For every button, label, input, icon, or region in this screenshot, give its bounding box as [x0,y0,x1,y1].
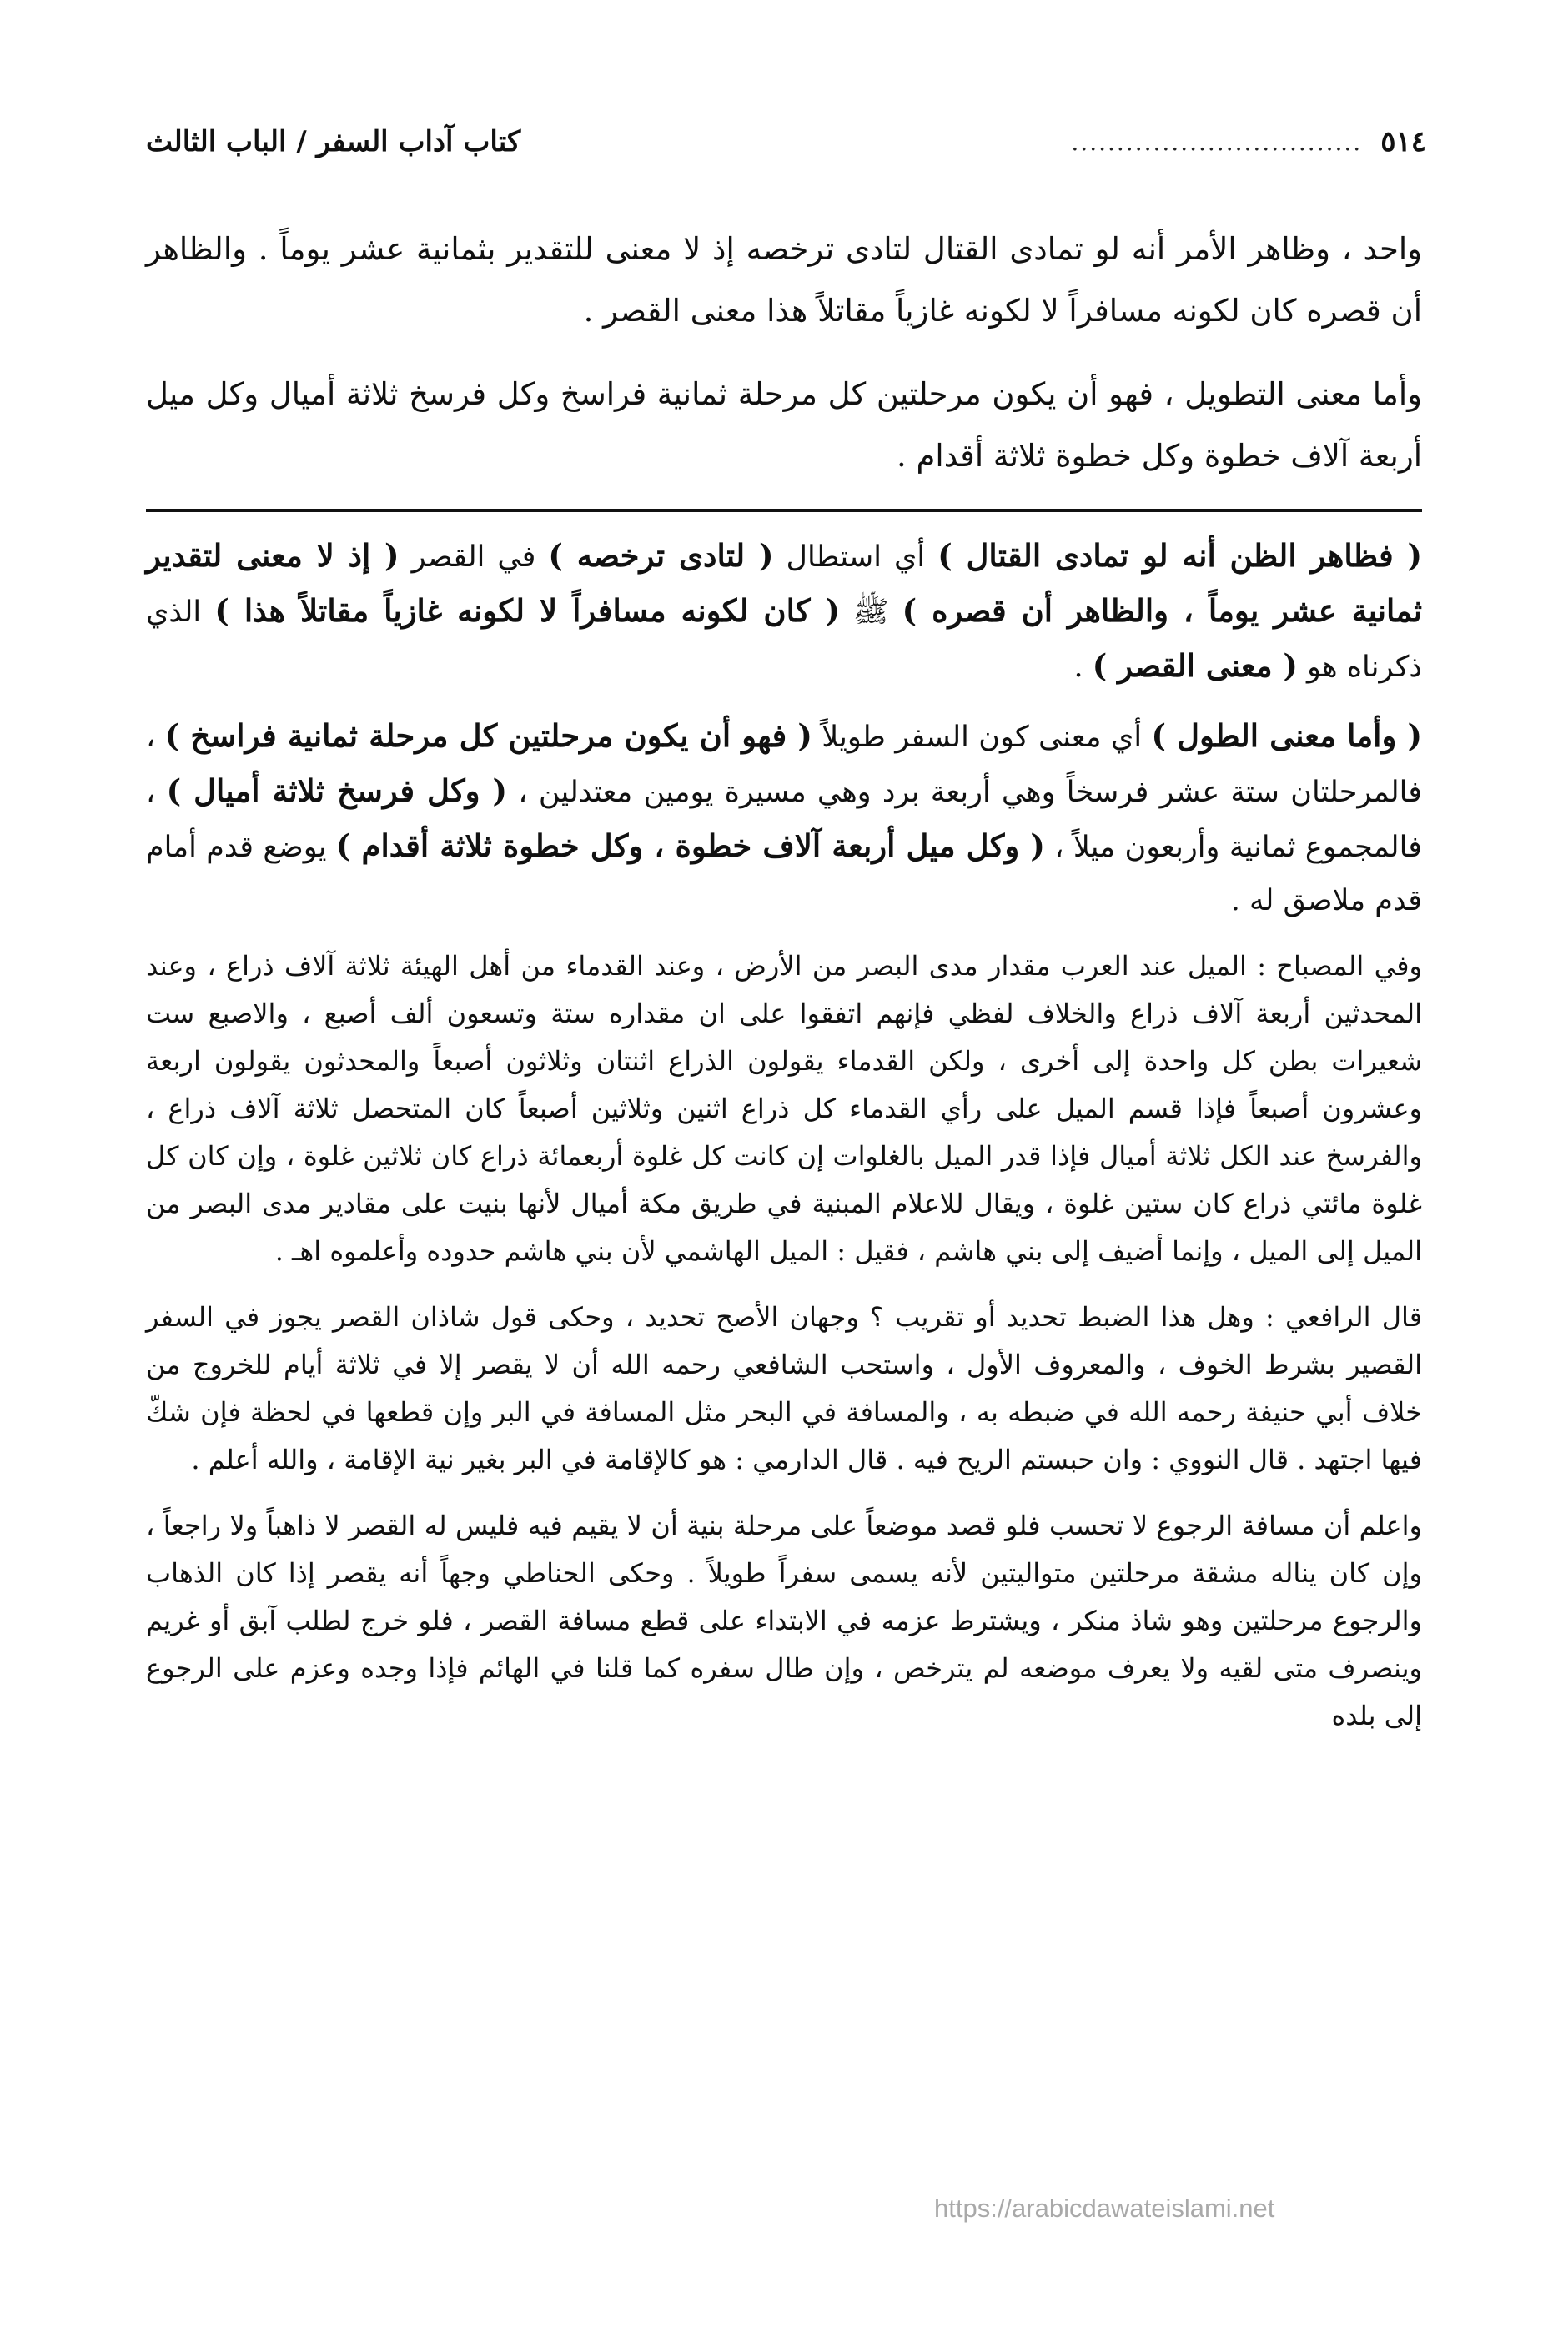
commentary-paragraph-1 [146,529,1422,694]
quoted-matn: ( وكل فرسخ ثلاثة أميال ) [166,772,508,809]
quoted-matn: ( وكل ميل أربعة آلاف خطوة ، وكل خطوة ثلاثة أقدام ) [335,827,1045,864]
notes-block [146,942,1422,1740]
source-watermark: https://arabicdawateislami.net [934,2194,1275,2223]
commentary-block [146,529,1422,927]
quoted-matn: ( إذ لا معنى لتقدير ثمانية عشر يوماً ، والظاهر أن قصره ) [146,537,1422,629]
quoted-matn: ( فهو أن يكون مرحلتين كل مرحلة ثمانية فراسخ ) [164,717,812,754]
commentary-text: أي استطال [773,540,938,574]
section-divider [146,509,1422,512]
note-paragraph-return-distance: واعلم أن مسافة الرجوع لا تحسب فلو قصد موضعاً على مرحلة بنية أن لا يقيم فيه فليس له القصر لا ذاهباً ولا راجعاً ، وإن كان يناله مشقة مرحلتين متواليتين لأنه يسمى سفراً طويلاً . وحكى الحناطي وجهاً أنه يقصر إذا كان الذهاب والرجوع مرحلتين وهو شاذ منكر ، ويشترط عزمه في الابتداء على قطع مسافة القصر ، فلو خرج لطلب آبق أو غريم وينصرف متى لقيه ولا يعرف موضعه لم يترخص ، وإن طال سفره كما قلنا في الهائم فإذا وجده وعزم على الرجوع إلى بلده [146,1510,1423,1731]
quoted-matn: ( فظاهر الظن أنه لو تمادى القتال ) [937,537,1422,574]
salawat-symbol: ﷺ [839,596,902,629]
commentary-text: الذي ذكرناه هو [146,596,1422,684]
commentary-text: . [1073,651,1093,684]
commentary-text: ، فالمرحلتان ستة عشر فرسخاً وهي أربعة برد وهي مسيرة يومين معتدلين ، [146,721,1422,809]
commentary-text: أي معنى كون السفر طويلاً [812,721,1152,754]
chapter-title: كتاب آداب السفر / الباب الثالث [146,125,521,158]
commentary-text: في القصر [399,540,549,574]
quoted-matn: ( كان لكونه مسافراً لا لكونه غازياً مقاتلاً هذا ) [214,592,840,629]
note-paragraph-rafii: قال الرافعي : وهل هذا الضبط تحديد أو تقريب ؟ وجهان الأصح تحديد ، وحكى قول شاذان القصر يجوز في السفر القصير بشرط الخوف ، والمعروف الأول ، واستحب الشافعي رحمه الله أن لا يقصر إلا في ثلاثة أيام للخروج من خلاف أبي حنيفة رحمه الله في ضبطه به ، والمسافة في البحر مثل المسافة في البر وإن قطعها في لحظة فإن شكّ فيها اجتهد . قال النووي : وان حبستم الريح فيه . قال الدارمي : هو كالإقامة في البر بغير نية الإقامة ، والله أعلم . [146,1301,1423,1475]
quoted-matn: ( لتادى ترخصه ) [548,537,774,574]
running-header [146,117,1426,167]
header-leader-dots: ................................ [1071,128,1363,156]
commentary-paragraph-2 [146,709,1422,927]
commentary-text: يوضع قدم أمام قدم ملاصق له . [146,831,1422,917]
quoted-matn: ( معنى القصر ) [1092,647,1298,684]
quoted-matn: ( وأما معنى الطول ) [1151,717,1422,754]
main-paragraph-1: واحد ، وظاهر الأمر أنه لو تمادى القتال لتادى ترخصه إذ لا معنى للتقدير بثمانية عشر يوماً . والظاهر أن قصره كان لكونه مسافراً لا لكونه غازياً مقاتلاً هذا معنى القصر . [146,231,1422,329]
page-number: ٥١٤ [1380,125,1426,158]
page-content [146,219,1422,1758]
main-paragraph-2: وأما معنى التطويل ، فهو أن يكون مرحلتين كل مرحلة ثمانية فراسخ وكل فرسخ ثلاثة أميال وكل ميل أربعة آلاف خطوة وكل خطوة ثلاثة أقدام . [146,376,1422,474]
main-text-block [146,219,1422,487]
commentary-text: ، فالمجموع ثمانية وأربعون ميلاً ، [146,776,1422,864]
note-paragraph-misbah: وفي المصباح : الميل عند العرب مقدار مدى البصر من الأرض ، وعند القدماء من أهل الهيئة ثلاثة آلاف ذراع ، وعند المحدثين أربعة آلاف ذراع والخلاف لفظي فإنهم اتفقوا على ان مقداره ستة وتسعون ألف أصبع ، والاصبع ست شعيرات بطن كل واحدة إلى أخرى ، ولكن القدماء يقولون الذراع اثنتان وثلاثون أصبعاً والمحدثون يقولون اربعة وعشرون أصبعاً فإذا قسم الميل على رأي القدماء كل ذراع اثنين وثلاثين أصبعاً كان المتحصل ثلاثة آلاف ذراع ، والفرسخ عند الكل ثلاثة أميال فإذا قدر الميل بالغلوات إن كانت كل غلوة أربعمائة ذراع كان ثلاثين غلوة ، وإن كان كل غلوة مائتي ذراع كان ستين غلوة ، ويقال للاعلام المبنية في طريق مكة أميال لأنها بنيت على مقادير مدى البصر من الميل إلى الميل ، وإنما أضيف إلى بني هاشم ، فقيل : الميل الهاشمي لأن بني هاشم حدوده وأعلموه اهـ . [146,950,1423,1267]
